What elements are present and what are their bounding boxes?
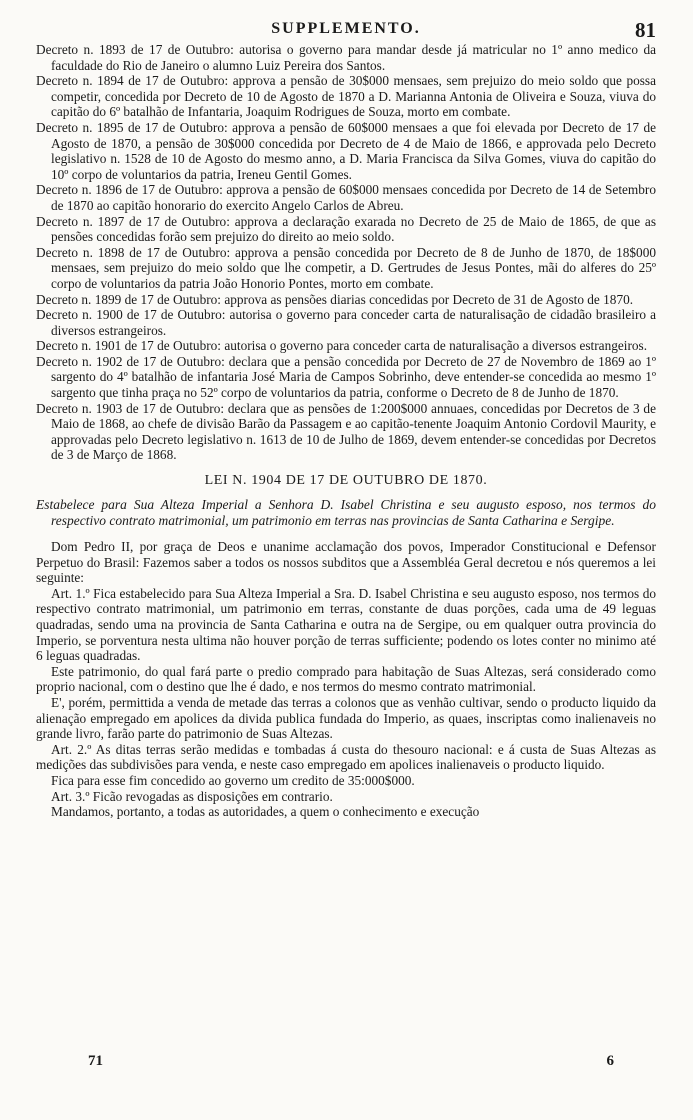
law-paragraph: Art. 1.º Fica estabelecido para Sua Alteza Imperial a Sra. D. Isabel Christina e seu augusto esposo, nos termos do respectivo contrato matrimonial, um patrimonio em terras, constante de duas porções, cada uma de 49 leguas quadradas, sendo uma na provincia de Santa Catharina e outra na de Sergipe, ou em qualquer outra provincia do Imperio, se porventura nesta ultima não houver porção de terras sufficiente; podendo os lotes conter no minimo até 6 leguas quadradas. bbox=[36, 585, 656, 664]
running-header bbox=[36, 16, 656, 42]
sheet-number: 6 bbox=[606, 1053, 614, 1069]
decree-entry: Decreto n. 1896 de 17 de Outubro: approva a pensão de 60$000 mensaes concedida por Decreto de 14 de Setembro de 1870 ao capitão honorario do exercito Angelo Carlos de Abreu. bbox=[36, 182, 656, 213]
decree-entry: Decreto n. 1894 de 17 de Outubro: approva a pensão de 30$000 mensaes, sem prejuizo do meio soldo que possa competir, concedida por Decreto de 10 de Agosto de 1870 a D. Marianna Antonia de Oliveira e Souza, viuva do capitão do 6º batalhão de Infantaria, Joaquim Rodrigues de Souza, morto em combate. bbox=[36, 73, 656, 120]
law-paragraph: Dom Pedro II, por graça de Deos e unanime acclamação dos povos, Imperador Constitucional e Defensor Perpetuo do Brasil: Fazemos saber a todos os nossos subditos que a Assembléa Geral decretou e nós queremos a lei seguinte: bbox=[36, 539, 656, 586]
law-title: LEI N. 1904 DE 17 DE OUTUBRO DE 1870. bbox=[204, 473, 488, 489]
decree-entry: Decreto n. 1897 de 17 de Outubro: approva a declaração exarada no Decreto de 25 de Maio de 1865, de que as pensões concedidas forão sem prejuizo do direito ao meio soldo. bbox=[36, 213, 656, 245]
law-paragraph: Este patrimonio, do qual fará parte o predio comprado para habitação de Suas Altezas, será considerado como proprio nacional, com o destino que lhe é dado, e nos termos do mesmo contrato matrimonial. bbox=[36, 663, 656, 695]
decree-entry: Decreto n. 1895 de 17 de Outubro: approva a pensão de 60$000 mensaes a que foi elevada por Decreto de 17 de Agosto de 1870, a pensão de 30$000 concedida por Decreto de 4 de Maio de 1866, e approvada pelo Decreto legislativo n. 1528 de 10 de Agosto do mesmo anno, a D. Maria Francisca da Silva Gomes, viuva do capitão do 10º corpo de voluntarios da patria, Ireneu Gentil Gomes. bbox=[36, 119, 656, 182]
decree-entry: Decreto n. 1893 de 17 de Outubro: autorisa o governo para mandar desde já matricular no 1º anno medico da faculdade do Rio de Janeiro o alumno Luiz Pereira dos Santos. bbox=[36, 42, 656, 73]
decree-entry: Decreto n. 1899 de 17 de Outubro: approva as pensões diarias concedidas por Decreto de 31 de Agosto de 1870. bbox=[36, 291, 634, 307]
decree-entry: Decreto n. 1903 de 17 de Outubro: declara que as pensões de 1:200$000 annuaes, concedidas por Decretos de 3 de Maio de 1868, ao chefe de divisão Barão da Passagem e ao capitão-tenente Joaquim Antonio Cordovil Maurity, e approvadas pelo Decreto legislativo n. 1613 de 10 de Julho de 1869, devem entender-se concedidas por Decretos de 3 de Março de 1868. bbox=[36, 400, 656, 463]
law-paragraph: Mandamos, portanto, a todas as autoridades, a quem o conhecimento e execução bbox=[51, 804, 480, 820]
header-title: SUPPLEMENTO. bbox=[271, 20, 421, 37]
law-paragraph: E', porém, permittida a venda de metade das terras a colonos que as venhão cultivar, sendo o producto liquido da alienação empregado em apolices da divida publica fundada do Imperio, as quaes, inscriptas como inalienaveis no grande livro, farão parte do patrimonio de Suas Altezas. bbox=[36, 694, 656, 742]
law-paragraph: Fica para esse fim concedido ao governo um credito de 35:000$000. bbox=[51, 772, 415, 788]
law-body bbox=[36, 539, 656, 820]
decree-entry: Decreto n. 1901 de 17 de Outubro: autorisa o governo para conceder carta de naturalisação a diversos estrangeiros. bbox=[36, 338, 648, 354]
signature-mark: 71 bbox=[88, 1053, 103, 1069]
law-paragraph: Art. 2.º As ditas terras serão medidas e tombadas á custa do thesouro nacional: e á custa de Suas Altezas as medições das subdivisões para venda, e neste caso empregado em apolices inalienaveis o producto liquido. bbox=[36, 741, 656, 773]
decree-entry: Decreto n. 1902 de 17 de Outubro: declara que a pensão concedida por Decreto de 27 de Novembro de 1869 ao 1º sargento do 4º batalhão de infantaria José Maria de Campos Sobrinho, deve entender-se concedida ao mesmo 1º sargento que tinha praça no 52º corpo de voluntarios da patria, conforme o Decreto de 8 de Junho de 1870. bbox=[36, 353, 656, 401]
decree-entry: Decreto n. 1898 de 17 de Outubro: approva a pensão concedida por Decreto de 8 de Junho de 1870, de 18$000 mensaes, sem prejuizo do meio soldo que lhe competir, a D. Gertrudes de Jesus Pontes, mãi do alferes do 25º corpo de voluntarios da patria João Honorio Pontes, morto em combate. bbox=[36, 244, 656, 291]
page-number: 81 bbox=[635, 18, 656, 42]
law-paragraph: Art. 3.º Ficão revogadas as disposições em contrario. bbox=[51, 788, 333, 804]
decree-entry: Decreto n. 1900 de 17 de Outubro: autorisa o governo para conceder carta de naturalisação de cidadão brasileiro a diversos estrangeiros. bbox=[36, 307, 656, 338]
law-summary: Estabelece para Sua Alteza Imperial a Senhora D. Isabel Christina e seu augusto esposo, nos termos do respectivo contrato matrimonial, um patrimonio em terras nas provincias de Santa Catharina e Sergipe. bbox=[36, 497, 656, 529]
document-page bbox=[36, 16, 656, 820]
decree-list bbox=[36, 42, 656, 463]
